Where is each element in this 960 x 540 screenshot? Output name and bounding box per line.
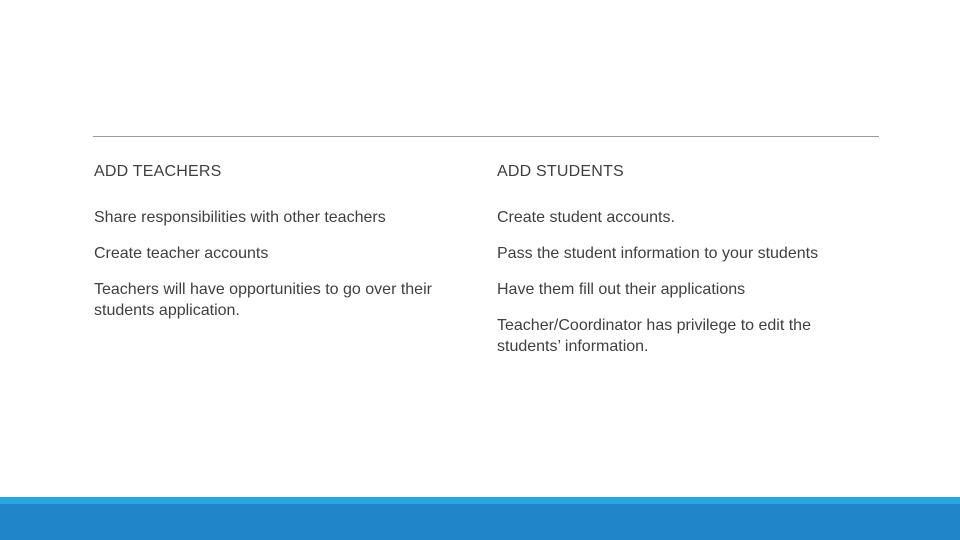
list-item: Teachers will have opportunities to go over their students application. bbox=[94, 281, 432, 319]
list-item: Have them fill out their applications bbox=[497, 281, 746, 298]
footer-accent-band bbox=[0, 504, 960, 540]
list-item: Create student accounts. bbox=[497, 209, 675, 226]
list-item: Share responsibilities with other teachers bbox=[94, 209, 386, 226]
list-item: Pass the student information to your students bbox=[497, 245, 819, 262]
header-divider bbox=[93, 136, 879, 137]
add-teachers-heading: ADD TEACHERS bbox=[94, 163, 222, 180]
footer-accent-stripe bbox=[0, 497, 960, 504]
list-item: Create teacher accounts bbox=[94, 245, 269, 262]
list-item: Teacher/Coordinator has privilege to edit the students’ information. bbox=[497, 317, 811, 355]
add-students-heading: ADD STUDENTS bbox=[497, 163, 624, 180]
